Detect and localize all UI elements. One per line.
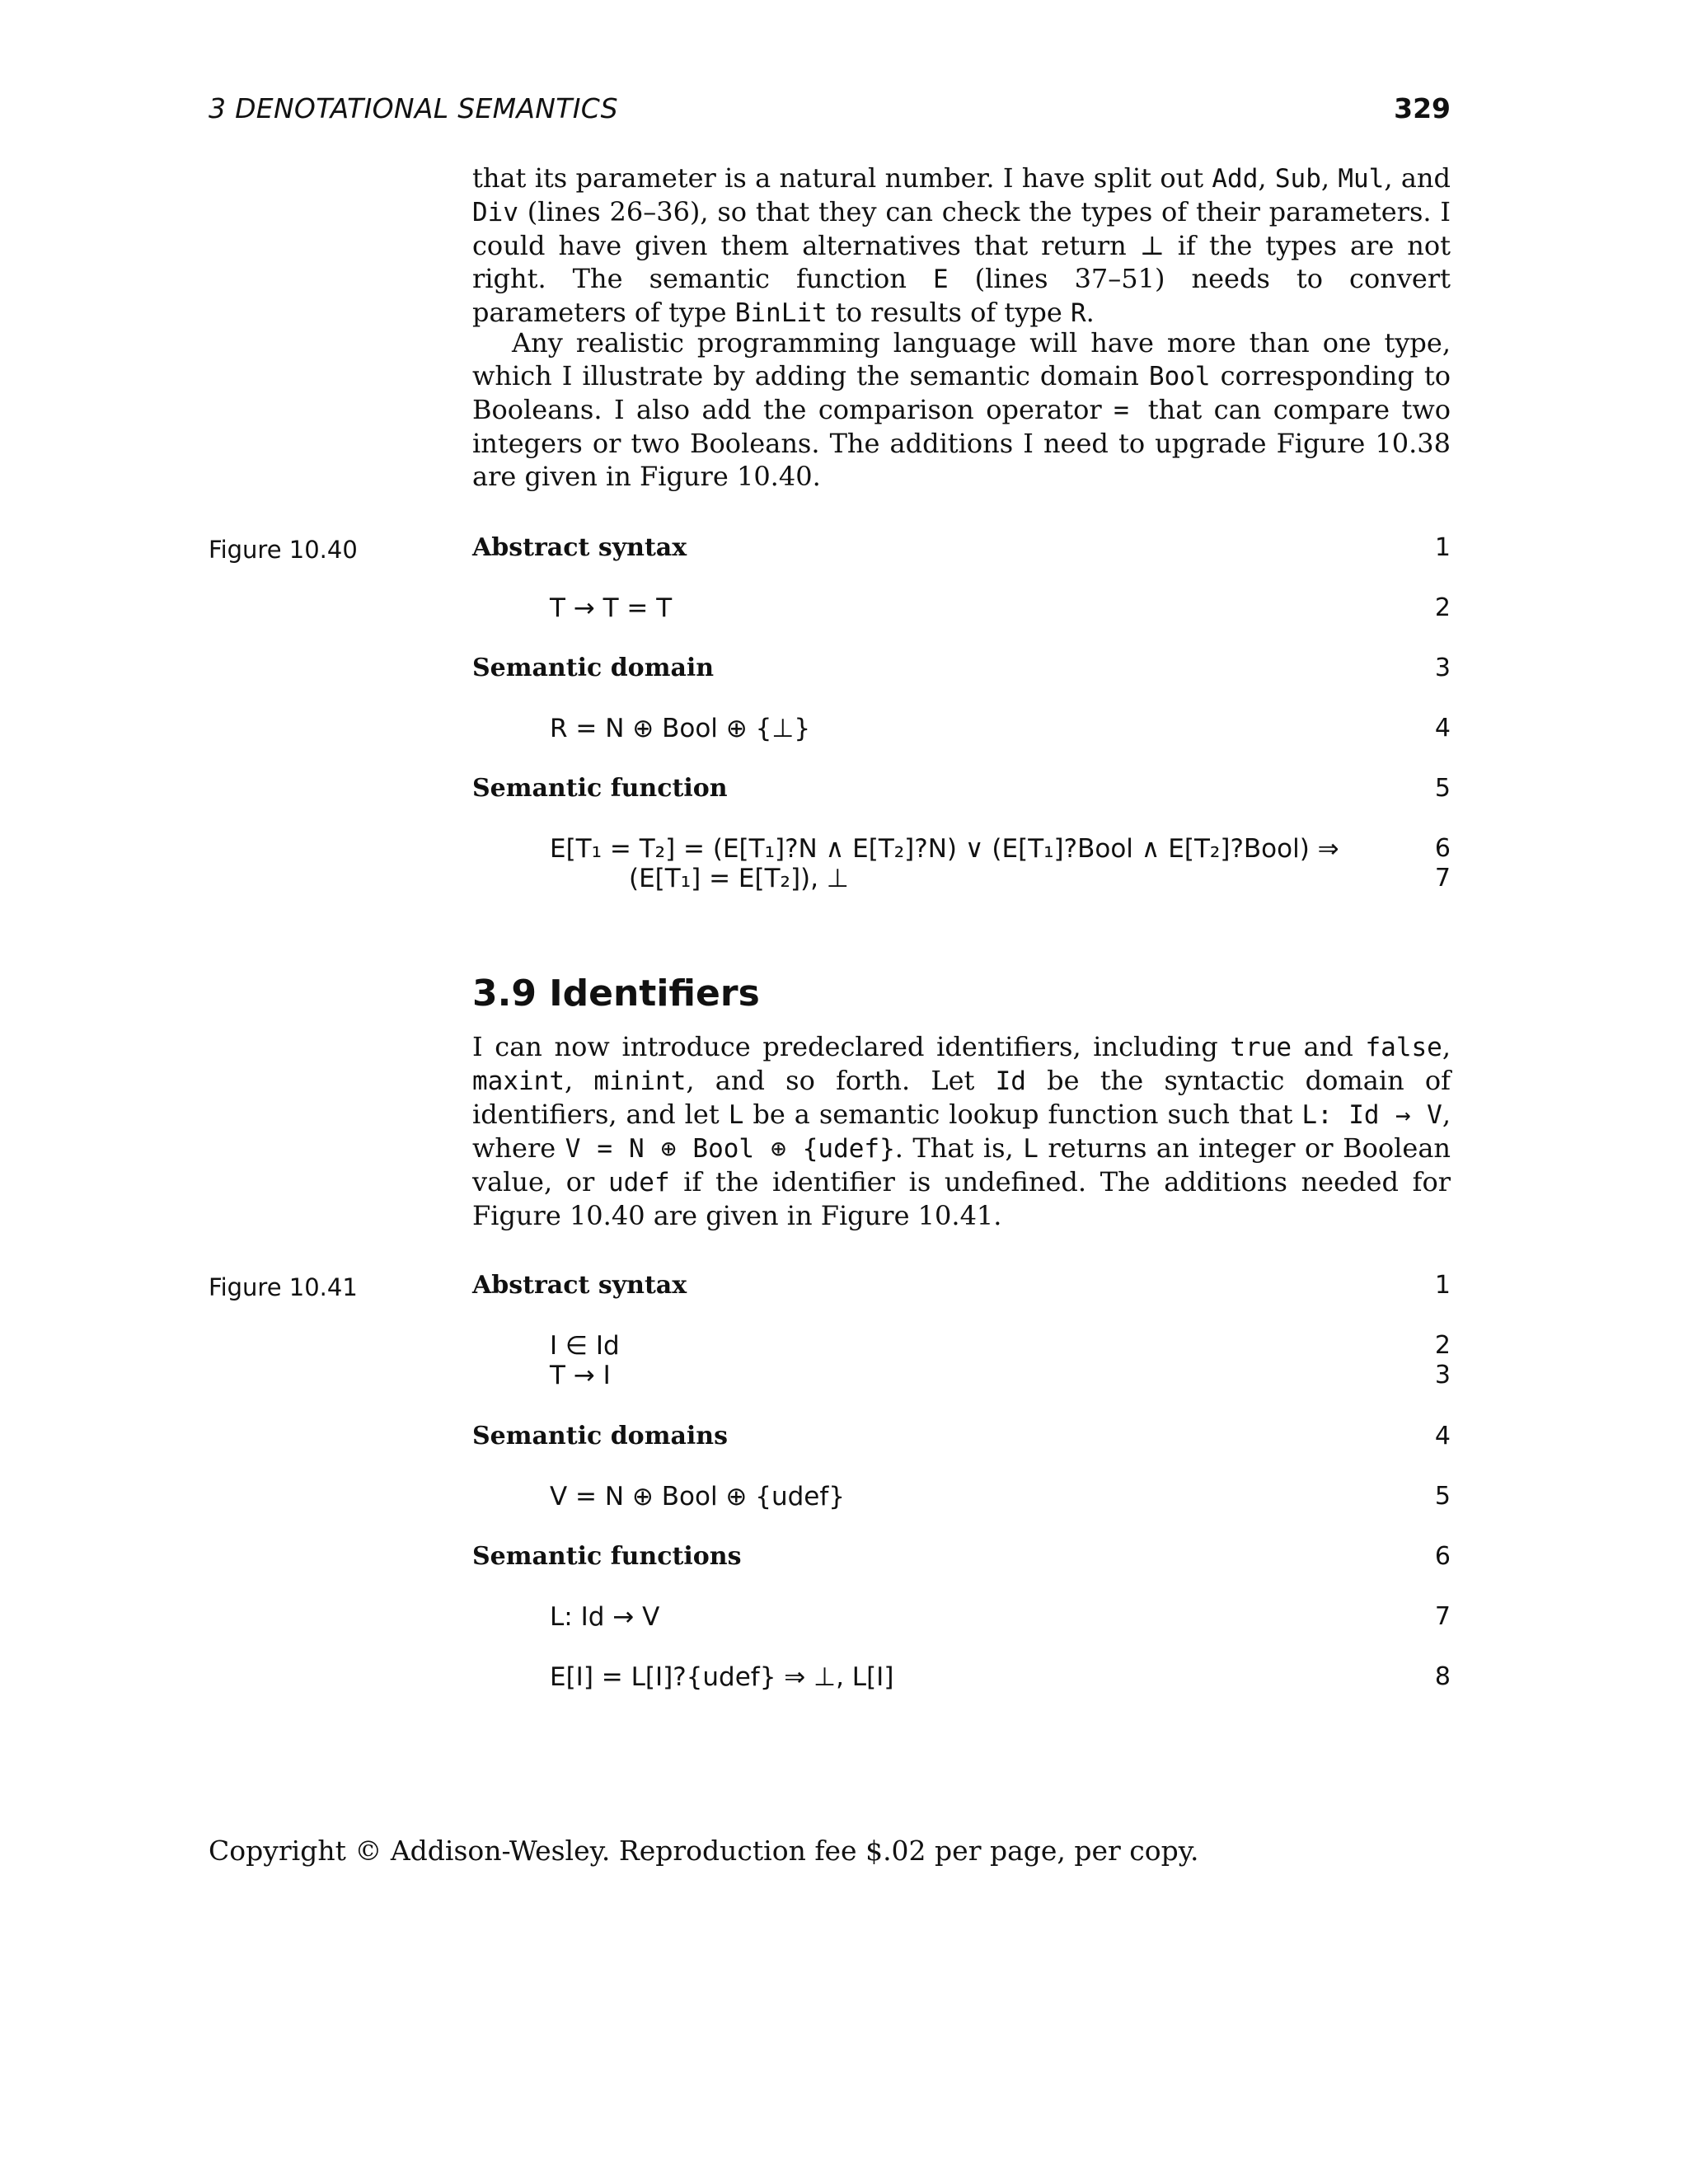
figure-code-line: (E[T₁] = E[T₂]), ⊥ bbox=[629, 864, 849, 893]
code-false: false bbox=[1365, 1033, 1442, 1062]
text-run: (lines 26–36), so that they can check the types of their parameters. I could have given them alternatives that return ⊥ if the types are not right. The semantic function bbox=[472, 196, 1451, 294]
figure-code-line: T → T = T bbox=[550, 593, 673, 623]
text-run: be the syntactic domain of identifiers, and let bbox=[472, 1065, 1451, 1130]
figure-line bbox=[472, 712, 1451, 745]
code-equals: = bbox=[1114, 396, 1148, 425]
figure-code-line: L: Id → V bbox=[550, 1602, 660, 1632]
figure-heading-semantic-functions: Semantic functions bbox=[472, 1542, 742, 1571]
figure-line bbox=[472, 862, 1451, 895]
text-run: . That is, bbox=[894, 1132, 1024, 1164]
figure-heading-semantic-function: Semantic function bbox=[472, 774, 728, 803]
text-run: that its parameter is a natural number. I have split out bbox=[472, 162, 1212, 194]
text-run: , bbox=[564, 1065, 594, 1096]
figure-line bbox=[472, 1329, 1451, 1362]
figure-code-line: V = N ⊕ Bool ⊕ {udef} bbox=[550, 1482, 846, 1511]
line-number: 4 bbox=[1434, 1422, 1451, 1451]
figure-heading-abstract-syntax: Abstract syntax bbox=[472, 533, 687, 562]
text-run: Any realistic programming language will have more than one type, which I illustrate by adding the semantic domain bbox=[472, 327, 1451, 391]
figure-code-line: E[T₁ = T₂] = (E[T₁]?N ∧ E[T₂]?N) ∨ (E[T₁]?Bool ∧ E[T₂]?Bool) ⇒ bbox=[550, 834, 1339, 864]
text-run: , bbox=[1258, 162, 1275, 194]
figure-line bbox=[472, 1601, 1451, 1633]
code-bool: Bool bbox=[1148, 362, 1211, 391]
code-udef: udef bbox=[607, 1168, 670, 1197]
text-run: , bbox=[1442, 1031, 1451, 1062]
line-number: 3 bbox=[1434, 1361, 1451, 1390]
figure-line bbox=[472, 772, 1451, 805]
code-maxint: maxint bbox=[472, 1066, 565, 1096]
figure-line bbox=[472, 1480, 1451, 1513]
copyright-footer: Copyright © Addison-Wesley. Reproduction fee $.02 per page, per copy. bbox=[209, 1835, 1199, 1867]
text-run: I can now introduce predeclared identifiers, including bbox=[472, 1031, 1231, 1062]
figure-line bbox=[472, 532, 1451, 565]
paragraph-intro bbox=[472, 162, 1451, 330]
figure-line bbox=[472, 652, 1451, 685]
figure-label-10-41: Figure 10.41 bbox=[209, 1273, 358, 1301]
line-number: 2 bbox=[1434, 1331, 1451, 1360]
figure-line bbox=[472, 1661, 1451, 1694]
code-true: true bbox=[1230, 1033, 1292, 1062]
code-add: Add bbox=[1212, 164, 1259, 194]
section-title: 3.9 Identifiers bbox=[472, 972, 760, 1015]
code-mul: Mul bbox=[1338, 164, 1385, 194]
running-header-chapter: 3 DENOTATIONAL SEMANTICS bbox=[209, 92, 618, 124]
figure-code-line: T → I bbox=[550, 1361, 611, 1390]
code-minint: minint bbox=[593, 1066, 687, 1096]
line-number: 4 bbox=[1434, 714, 1451, 743]
code-binlit: BinLit bbox=[734, 298, 828, 328]
text-run: and bbox=[1292, 1031, 1366, 1062]
line-number: 5 bbox=[1434, 1482, 1451, 1511]
figure-code-line: E[I] = L[I]?{udef} ⇒ ⊥, L[I] bbox=[550, 1662, 894, 1692]
text-run: , and bbox=[1384, 162, 1451, 194]
paragraph-identifiers bbox=[472, 1030, 1451, 1232]
figure-heading-abstract-syntax: Abstract syntax bbox=[472, 1271, 687, 1300]
figure-line bbox=[472, 1420, 1451, 1453]
text-run: to results of type bbox=[827, 297, 1071, 328]
text-run: that can compare two integers or two Booleans. The additions I need to upgrade Figure 10.38 are given in Figure 10.40. bbox=[472, 394, 1451, 492]
code-l: L bbox=[1023, 1134, 1039, 1164]
line-number: 2 bbox=[1434, 593, 1451, 622]
code-r: R bbox=[1070, 298, 1086, 328]
figure-heading-semantic-domains: Semantic domains bbox=[472, 1422, 728, 1451]
text-run: , where bbox=[472, 1099, 1451, 1164]
text-run: corresponding to Booleans. I also add the comparison operator bbox=[472, 360, 1451, 425]
line-number: 5 bbox=[1434, 774, 1451, 803]
line-number: 6 bbox=[1434, 1542, 1451, 1571]
code-e: E bbox=[932, 265, 949, 294]
line-number: 6 bbox=[1434, 834, 1451, 863]
code-v-domain: V = N ⊕ Bool ⊕ {udef} bbox=[565, 1134, 895, 1164]
code-l-signature: L: Id → V bbox=[1301, 1100, 1442, 1130]
paragraph-types bbox=[472, 326, 1451, 493]
text-run: . bbox=[1085, 297, 1095, 328]
text-run: (lines 37–51) needs to convert parameters of type bbox=[472, 263, 1451, 328]
figure-line bbox=[472, 1269, 1451, 1302]
line-number: 7 bbox=[1434, 1602, 1451, 1631]
figure-code-line: I ∈ Id bbox=[550, 1331, 620, 1361]
text-run: , bbox=[1320, 162, 1339, 194]
line-number: 7 bbox=[1434, 864, 1451, 893]
code-div: Div bbox=[472, 198, 518, 227]
page-number: 329 bbox=[1394, 92, 1451, 124]
text-run: , and so forth. Let bbox=[686, 1065, 996, 1096]
code-l: L bbox=[728, 1100, 744, 1130]
line-number: 1 bbox=[1434, 533, 1451, 562]
code-sub: Sub bbox=[1274, 164, 1321, 194]
text-run: returns an integer or Boolean value, or bbox=[472, 1132, 1451, 1197]
figure-heading-semantic-domain: Semantic domain bbox=[472, 654, 715, 682]
line-number: 3 bbox=[1434, 654, 1451, 682]
text-run: if the identifier is undefined. The additions needed for Figure 10.40 are given in Figure 10.41. bbox=[472, 1166, 1451, 1231]
figure-line bbox=[472, 832, 1451, 865]
figure-line bbox=[472, 1359, 1451, 1392]
line-number: 8 bbox=[1434, 1662, 1451, 1691]
figure-line bbox=[472, 1540, 1451, 1573]
figure-line bbox=[472, 592, 1451, 625]
figure-code-line: R = N ⊕ Bool ⊕ {⊥} bbox=[550, 714, 811, 743]
figure-label-10-40: Figure 10.40 bbox=[209, 536, 358, 564]
code-id: Id bbox=[995, 1066, 1026, 1096]
text-run: be a semantic lookup function such that bbox=[743, 1099, 1302, 1130]
line-number: 1 bbox=[1434, 1271, 1451, 1300]
